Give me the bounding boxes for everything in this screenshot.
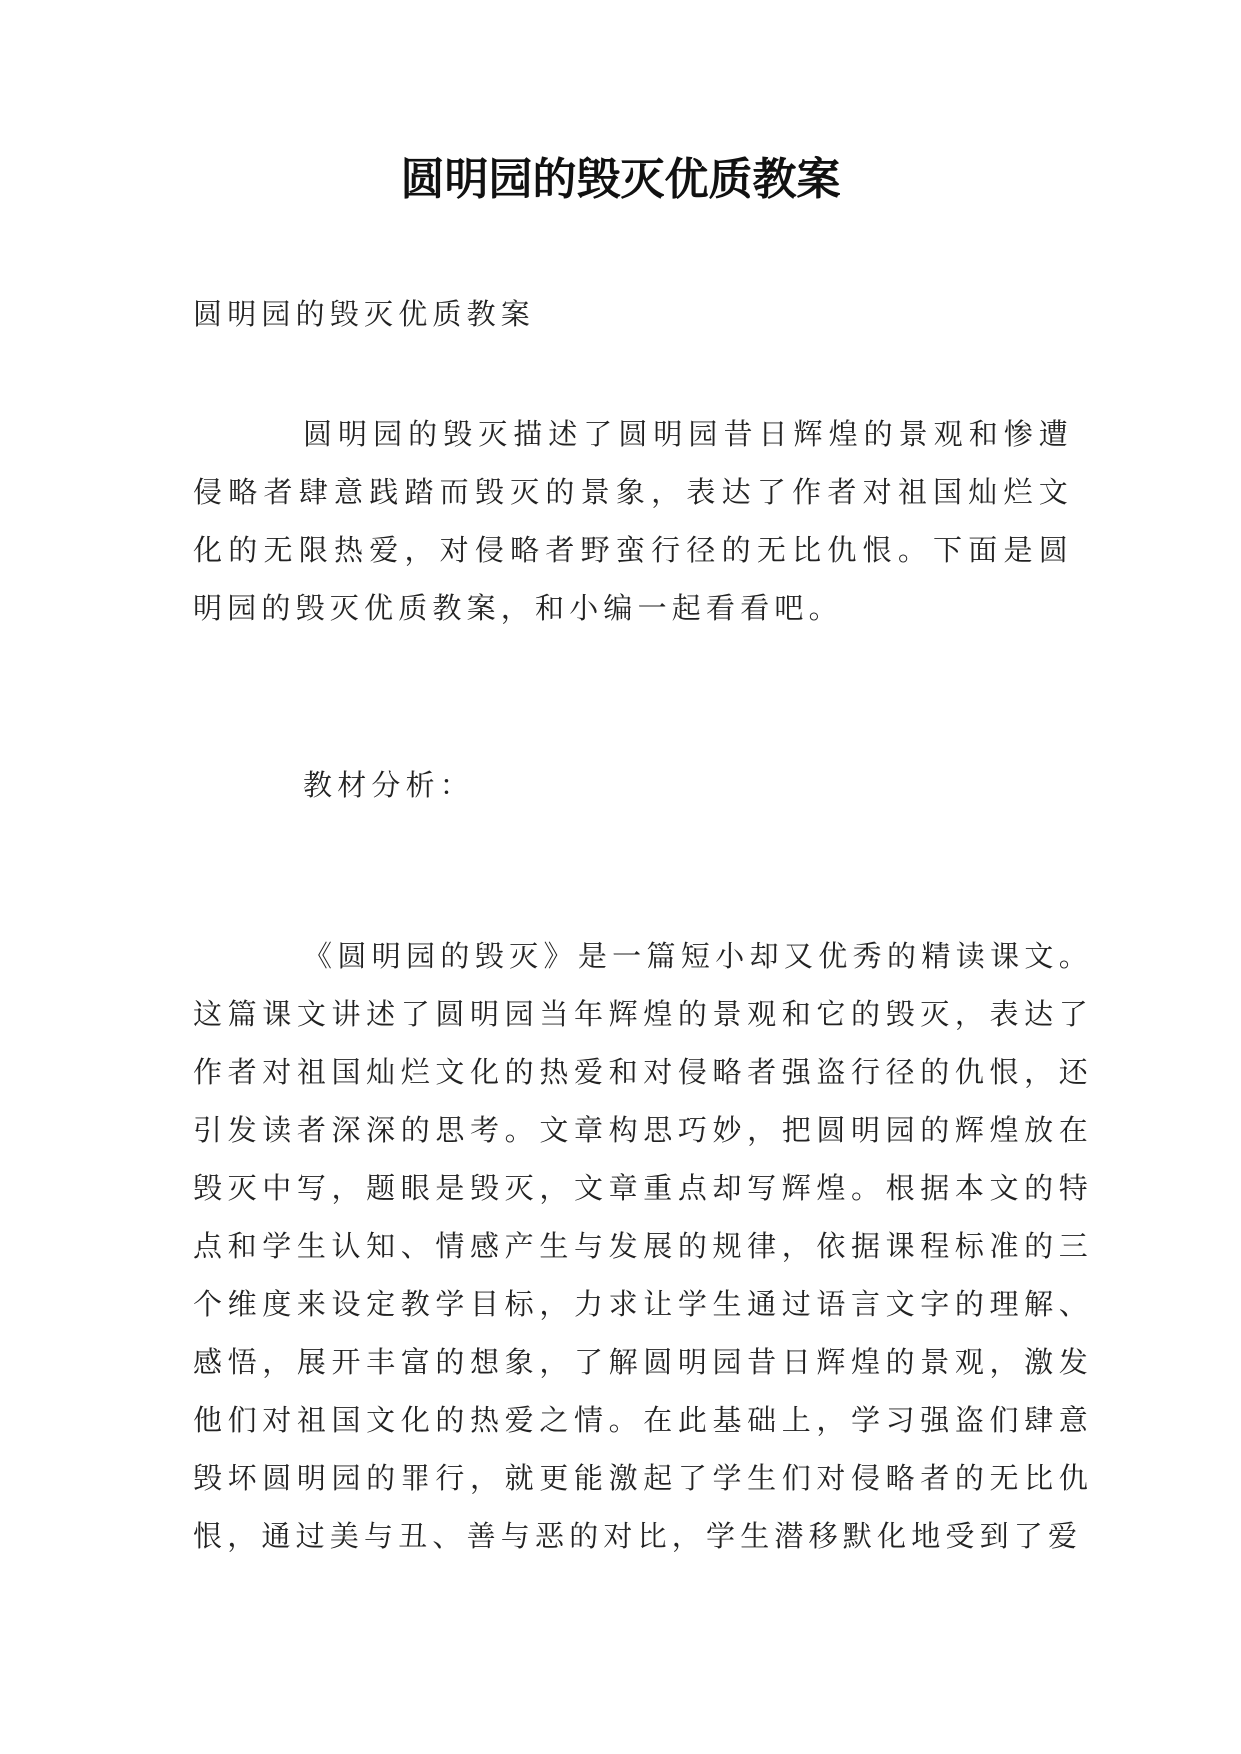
document-subtitle: 圆明园的毁灭优质教案: [193, 297, 536, 331]
intro-paragraph: 圆明园的毁灭描述了圆明园昔日辉煌的景观和惨遭侵略者肆意践踏而毁灭的景象，表达了作者对祖国灿烂文化的无限热爱，对侵略者野蛮行径的无比仇恨。下面是圆明园的毁灭优质教案，和小编一起看看吧。: [193, 417, 1073, 625]
analysis-paragraph: 《圆明园的毁灭》是一篇短小却又优秀的精读课文。这篇课文讲述了圆明园当年辉煌的景观和它的毁灭，表达了作者对祖国灿烂文化的热爱和对侵略者强盗行径的仇恨，还引发读者深深的思考。文章构思巧妙，把圆明园的辉煌放在毁灭中写，题眼是毁灭，文章重点却写辉煌。根据本文的特点和学生认知、情感产生与发展的规律，依据课程标准的三个维度来设定教学目标，力求让学生通过语言文字的理解、感悟，展开丰富的想象，了解圆明园昔日辉煌的景观，激发他们对祖国文化的热爱之情。在此基础上，学习强盗们肆意毁坏圆明园的罪行，就更能激起了学生们对侵略者的无比仇恨，通过美与丑、善与恶的对比，学生潜移默化地受到了爱: [193, 939, 1093, 1553]
section-heading: 教材分析：: [303, 768, 475, 802]
document-title: 圆明园的毁灭优质教案: [400, 154, 841, 205]
